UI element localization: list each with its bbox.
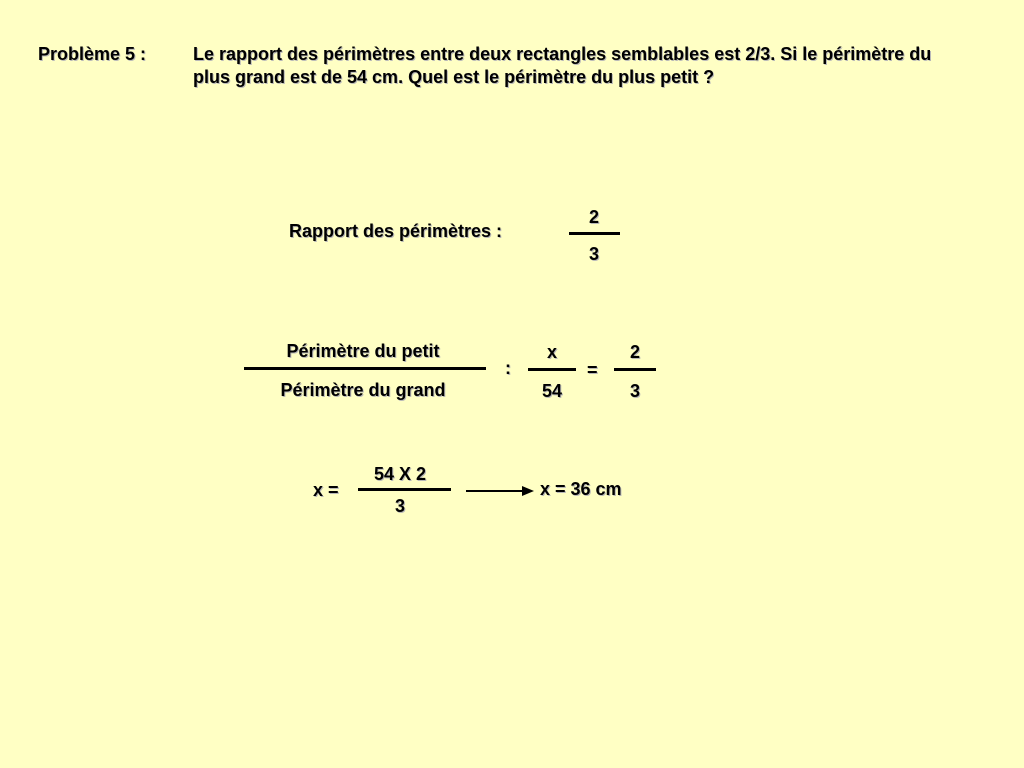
equation-right-numerator: 2: [629, 342, 640, 362]
equation-right-fraction-bar: [614, 368, 656, 371]
ratio-fraction-bar: [569, 232, 620, 235]
equation-mid-numerator: x: [546, 342, 557, 362]
equation-equals-sign: =: [587, 360, 598, 380]
solution-fraction-bar: [358, 488, 451, 491]
ratio-label: Rapport des périmètres :: [289, 221, 503, 241]
ratio-numerator: 2: [588, 207, 599, 227]
solution-denominator: 3: [394, 496, 405, 516]
solution-x-label: x =: [313, 480, 339, 500]
equation-mid-denominator: 54: [541, 381, 563, 401]
ratio-denominator: 3: [588, 244, 599, 264]
problem-statement: Le rapport des périmètres entre deux rectangles semblables est 2/3. Si le périmètre du plus grand est de 54 cm. Quel est le périmètre du plus petit ?: [193, 44, 932, 87]
equation-right-denominator: 3: [629, 381, 640, 401]
equation-left-numerator: Périmètre du petit: [286, 341, 440, 361]
equation-left-denominator: Périmètre du grand: [280, 380, 446, 400]
equation-mid-fraction-bar: [528, 368, 576, 371]
equation-left-fraction-bar: [244, 367, 486, 370]
right-arrow-icon: [464, 482, 534, 500]
solution-result: x = 36 cm: [540, 479, 622, 499]
solution-numerator: 54 X 2: [373, 464, 427, 484]
equation-colon: :: [505, 358, 511, 378]
problem-label: Problème 5 :: [38, 44, 147, 64]
